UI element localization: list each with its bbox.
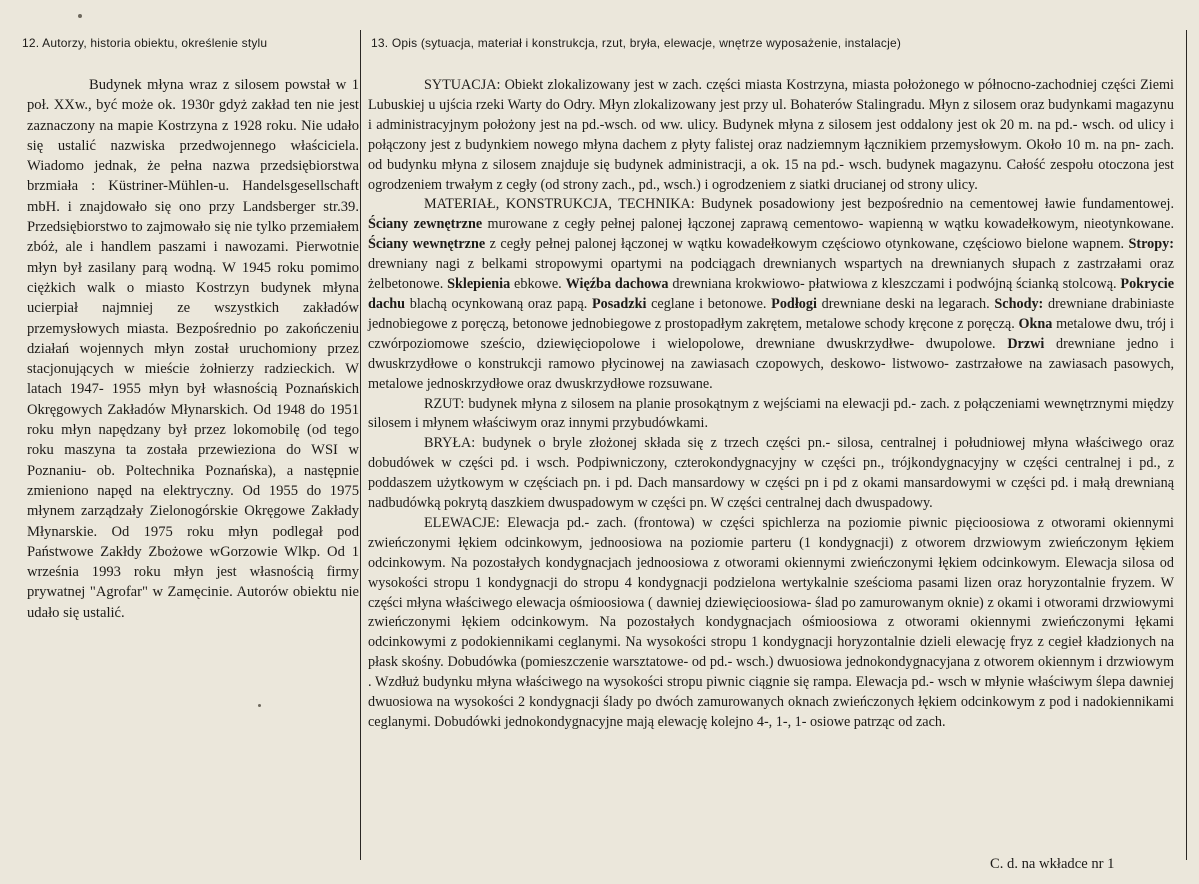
description-section (368, 76, 1174, 733)
sytuacja-text: Obiekt zlokalizowany jest w zach. części miasta Kostrzyna, miasta położonego w północno-zachodniej części Ziemi Lubuskiej u ujścia rzeki Warty do Odry. Młyn zlokalizowany jest przy ul. Bohaterów Stalingradu. Młyn z silosem oraz budynkami magazynu i administracyjnym położony jest na pd.-wsch. od ww. ulicy. Budynek młyna z silosem jest oddalony jest ok 20 m. na pd.- wsch. od ulicy i połączony jest z budynkiem nowego młyna dachem z płyty falistej oraz nadziemnym łącznikiem przemysłowym. Około 10 m. na pn- zach. od budynku młyna z silosem znajduje się budynek administracji, a ok. 15 na pd.- wsch. budynek magazynu. Całość zespołu otoczona jest ogrodzeniem trwałym z cegły (od strony zach., pd., wsch.) i ogrodzeniem z siatki drucianej od strony ulicy. (368, 77, 1174, 193)
right-column-header: 13. Opis (sytuacja, materiał i konstrukcja, rzut, bryła, elewacje, wnętrze wyposażenie, instalacje) (371, 36, 902, 50)
sklepienia-label: Sklepienia (447, 276, 511, 293)
pokrycie-label: Pokrycie dachu (368, 276, 1174, 312)
schody-label: Schody: (994, 295, 1044, 312)
right-border (1186, 30, 1187, 860)
rzut-text: budynek młyna z silosem na planie prosokątnym z wejściami na elewacji pd.- zach. z połączeniami wewnętrznymi między silosem i młynem właściwym oraz innymi przybudówkami. (368, 395, 1174, 432)
sytuacja-label: SYTUACJA: (424, 77, 501, 93)
material-text: ceglane i betonowe. (646, 295, 772, 312)
material-text: murowane z cegły pełnej palonej łączonej zaprawą cementowo- wapienną w wątku kowadełkowym, nieotynkowane. (482, 216, 1174, 233)
stropy-label: Stropy: (1128, 236, 1174, 253)
material-text: blachą ocynkowaną oraz papą. (405, 295, 593, 312)
bryla-paragraph (368, 434, 1174, 514)
elewacje-label: ELEWACJE: (424, 514, 500, 531)
rzut-label: RZUT: (424, 395, 465, 412)
elewacje-text: Elewacja pd.- zach. (frontowa) w części spichlerza na poziomie piwnic pięcioosiowa z otworami okiennymi zwieńczonymi łękiem odcinkowym, jednoosiowa na poziomie parteru (1 kondygnacji) z otworem drzwiowym zwieńczonym łękiem odcinkowym. Na pozostałych kondygnacjach jednoosiowa z otworami okiennymi zwieńczonymi łękiem odcinkowym. Elewacja silosa od wysokości stropu 1 kondygnacji do stropu 4 kondygnacji podzielona wertykalnie sześcioma pasami lizen oraz horyzontalnie fryzem. W części młyna właściwego elewacja ośmioosiowa ( dawniej dziewięcioosiowa- ślad po zamurowanym oknie) z okami i otworami drzwiowymi zwieńczonymi łękiem odcinkowym. Na pozostałych kondygnacjach ośmioosiowa z otworami okiennymi zwieńczonymi łękami odcinkowymi z podokiennikami ceglanymi. Na wysokości stropu 1 kondygnacji horyzontalnie dzieli elewację fryz z cegieł kładzionych na płask skośny. Dobudówka (pomieszczenie warsztatowe- od pd.- wsch.) dwuosiowa jednokondygnacyjana z otworem okiennym i drzwiowym . Wzdłuż budynku młyna właściwego na wysokości stropu piwnic ciągnie się rampa. Elewacja pd.- wsch w młynie właściwym ślepa dawniej dwuosiowa na wysokości 2 kondygnacji ślady po dwóch zamurowanych oknach zwieńczonych łękiem odcinkowym z pod i nadokiennikami ceglanymi. Dobudówki jednokondygnacyjne mają elewację kolejno 4-, 1-, 1- osiowe patrząc od zach. (368, 514, 1174, 730)
podlogi-label: Podłogi (771, 295, 817, 312)
page-mark (78, 14, 82, 18)
column-divider (360, 30, 361, 860)
continuation-note: C. d. na wkładce nr 1 (990, 856, 1115, 872)
drzwi-label: Drzwi (1007, 335, 1045, 352)
material-text: drewniany nagi z belkami stropowymi opartymi na podciągach drewnianych wspartych na drewnianych słupach z zastrzałami oraz żelbetonowe. (368, 256, 1174, 293)
posadzki-label: Posadzki (592, 295, 647, 312)
sytuacja-paragraph (368, 76, 1174, 195)
sciany-zew-label: Ściany zewnętrzne (368, 216, 483, 233)
material-text: z cegły pełnej palonej łączonej w wątku kowadełkowym częściowo otynkowane, częściowo bielone wapnem. (485, 236, 1129, 253)
material-text: drewniane jedno i dwuskrzydłowe o konstrukcji ramowo płycinowej na zawiasach czopowych, deskowo- listwowo- zastrzałowe na zawiasach pasowych, metalowe jednoskrzydłowe oraz dwuskrzydłowe rozsuwane. (368, 335, 1175, 392)
history-paragraph: Budynek młyna wraz z silosem powstał w 1 poł. XXw., być może ok. 1930r gdyż zakład ten nie jest zaznaczony na mapie Kostrzyna z 1928 roku. Nie udało się ustalić nazwiska przedwojennego właściciela. Wiadomo jednak, że pełna nazwa przedsiębiorstwa brzmiała : Küstriner-Mühlen-u. Handelsgesellschaft mbH. i znajdowało się ono przy Landsberger str.39. Przedsiębiorstwo to zajmowało się nie tylko przemiałem zbóż, ale i handlem paszami i nawozami. Pierwotnie młyn był zasilany parą wodną. W 1945 roku pomimo ciężkich walk o miasto Kostrzyn budynek młyna ucierpiał najmniej ze wszystkich zakładów przemysłowych miasta. Bezpośrednio po zakończeniu działań wojennych młyn został uruchomiony przez stacjonujących w mieście żołnierzy radzieckich. W latach 1947- 1955 młyn był własnością Poznańskich Okręgowych Zakładów Młynarskich. Od 1948 do 1951 roku młyn napędzany był przez lokomobilę (od tego roku maszyna ta została przewieziona do WSI w Poznaniu- ob. Poltechnika Poznańska), a następnie zmieniono napęd na elektryczny. Od 1955 do 1975 młynem zarządzały Zielonogórskie Okręgowe Zakłady Młynarskie. Od 1975 roku młyn podlegał pod Państwowe Zakłdy Zbożowe wGorzowie Wlkp. Od 1 września 1993 roku młyn jest własnością firmy prywatnej "Agrofar" w Zamęcinie. Autorów obiektu nie udało się ustalić. (27, 77, 359, 621)
page-mark (258, 704, 261, 707)
left-column-header: 12. Autorzy, historia obiektu, określenie stylu (22, 36, 268, 50)
material-text: ebkowe. (510, 276, 566, 293)
okna-label: Okna (1018, 315, 1053, 332)
rzut-paragraph (368, 395, 1174, 435)
material-label: MATERIAŁ, KONSTRUKCJA, TECHNIKA: (424, 196, 695, 213)
material-text: drewniane drabiniaste jednobiegowe z poręczą, betonowe jednobiegowe z prostopadłym zakrętem, metalowe schody kręcone z poręczą. (368, 295, 1175, 332)
material-text: drewniana krokwiowo- płatwiowa z kleszczami i podwójną ścianką stolcową. (668, 276, 1121, 293)
history-section (27, 75, 359, 623)
material-text: drewniane deski na legarach. (816, 295, 995, 312)
bryla-label: BRYŁA: (424, 435, 476, 452)
material-text: metalowe dwu, trój i czwórpoziomowe sześcio, dziewięciopolowe i wielopolowe, drewniane dwuskrzydłwe- dwupolowe. (368, 315, 1174, 352)
material-paragraph (368, 195, 1174, 394)
bryla-text: budynek o bryle złożonej składa się z trzech części pn.- silosa, centralnej i południowej młyna właściwego oraz dobudówek w części pd. i wsch. Podpiwniczony, czterokondygnacyjny w części pn., trójkondygnacyjny w części centralnej i pd., z poddaszem użytkowym w częściach pn. i pd. Dach mansardowy w części pn i pd z okami mansardowymi w części pd. i małą drewnianą nadbudówką pokrytą daszkiem dwuspadowym w części pn. W części centralnej dach dwuspadowy. (368, 435, 1174, 512)
wiezba-label: Więźba dachowa (565, 276, 669, 293)
sciany-wew-label: Ściany wewnętrzne (368, 236, 486, 253)
elewacje-paragraph (368, 514, 1174, 733)
material-text: Budynek posadowiony jest bezpośrednio na cementowej ławie fundamentowej. (694, 196, 1175, 213)
